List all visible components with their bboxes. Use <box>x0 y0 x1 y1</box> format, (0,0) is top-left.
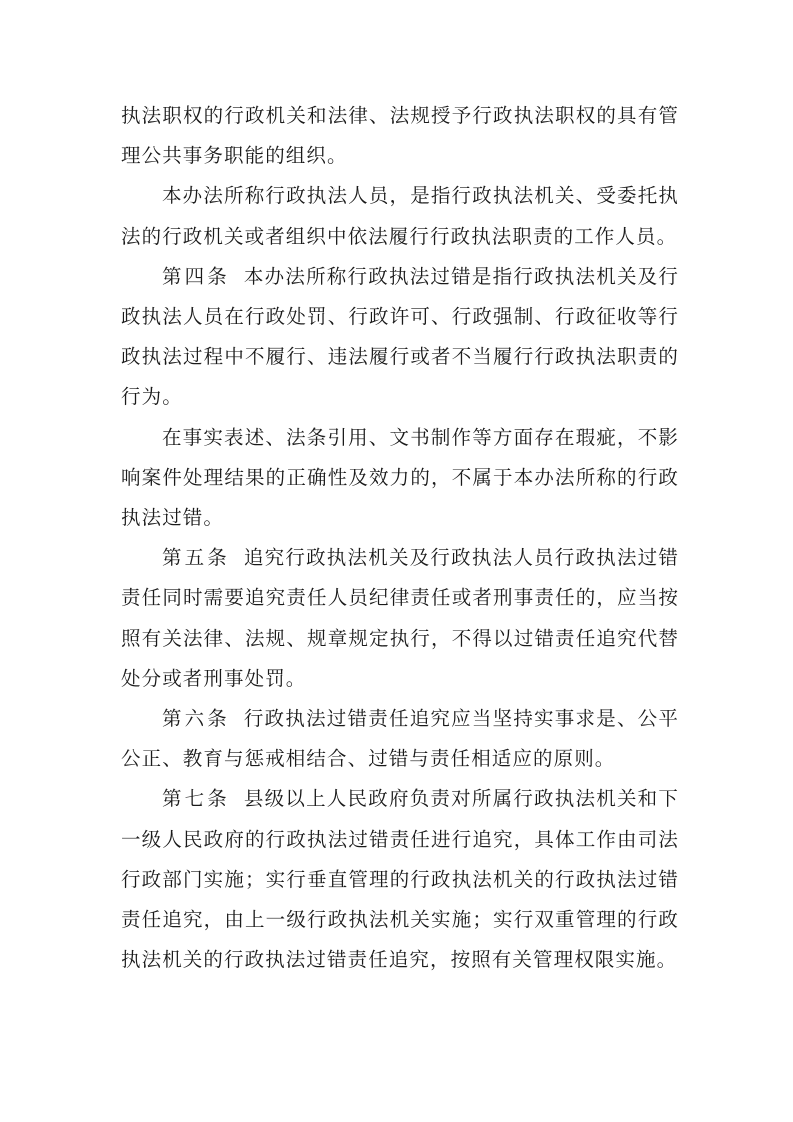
article-label: 第六条 <box>162 707 230 731</box>
paragraph-text: 执法职权的行政机关和法律、法规授予行政执法职权的具有管理公共事务职能的组织。 <box>121 104 679 168</box>
paragraph-text: 在事实表述、法条引用、文书制作等方面存在瑕疵，不影响案件处理结果的正确性及效力的，不属于本办法所称的行政执法过错。 <box>121 425 679 530</box>
article-label: 第七条 <box>162 787 230 811</box>
article-5 <box>121 538 679 699</box>
paragraph-enforcement-personnel <box>121 176 679 256</box>
paragraph-text: 县级以上人民政府负责对所属行政执法机关和下一级人民政府的行政执法过错责任进行追究，具体工作由司法行政部门实施；实行垂直管理的行政执法机关的行政执法过错责任追究，由上一级行政执法机关实施；实行双重管理的行政执法机关的行政执法过错责任追究，按照有关管理权限实施。 <box>121 787 679 972</box>
article-4 <box>121 257 679 418</box>
paragraph-continued <box>121 96 679 176</box>
article-7 <box>121 779 679 980</box>
article-label: 第五条 <box>162 546 230 570</box>
article-label: 第四条 <box>162 264 230 288</box>
paragraph-text: 行政执法过错责任追究应当坚持实事求是、公平公正、教育与惩戒相结合、过错与责任相适应的原则。 <box>121 707 679 771</box>
paragraph-text: 追究行政执法机关及行政执法人员行政执法过错责任同时需要追究责任人员纪律责任或者刑事责任的，应当按照有关法律、法规、规章规定执行，不得以过错责任追究代替处分或者刑事处罚。 <box>121 546 679 690</box>
paragraph-text: 本办法所称行政执法人员，是指行政执法机关、受委托执法的行政机关或者组织中依法履行行政执法职责的工作人员。 <box>121 184 679 248</box>
article-6 <box>121 699 679 779</box>
paragraph-text: 本办法所称行政执法过错是指行政执法机关及行政执法人员在行政处罚、行政许可、行政强制、行政征收等行政执法过程中不履行、违法履行或者不当履行行政执法职责的行为。 <box>121 264 679 409</box>
paragraph-defects <box>121 418 679 539</box>
document-body <box>121 96 679 980</box>
